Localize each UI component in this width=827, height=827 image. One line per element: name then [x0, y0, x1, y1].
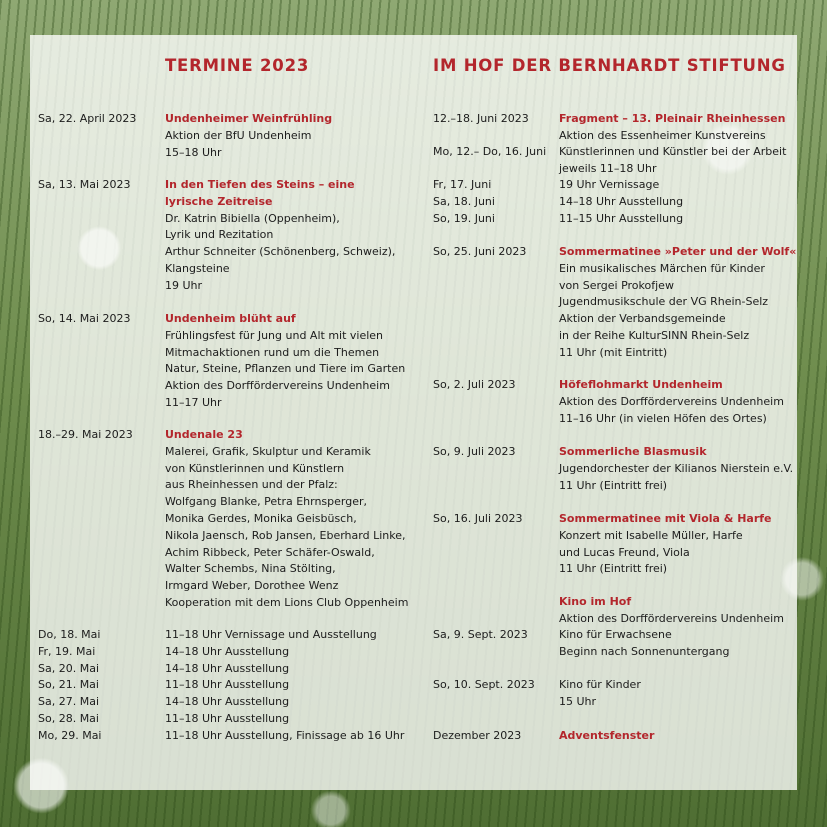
event-detail-line: Aktion des Dorffördervereins Undenheim: [559, 611, 784, 625]
event-detail-line: Aktion des Dorffördervereins Undenheim: [165, 379, 390, 393]
schedule-time: 11–18 Uhr Ausstellung, Finissage ab 16 Uhr: [165, 728, 405, 742]
event-date: So, 25. Juni 2023: [433, 245, 527, 258]
event-detail-line: 19 Uhr Vernissage: [559, 178, 660, 191]
event-detail-line: Konzert mit Isabelle Müller, Harfe: [559, 528, 743, 542]
event-detail-line: Beginn nach Sonnenuntergang: [559, 644, 730, 658]
event-detail-line: Malerei, Grafik, Skulptur und Keramik: [165, 444, 371, 458]
event-detail-line: 11 Uhr (Eintritt frei): [559, 562, 668, 576]
event-detail-line: Irmgard Weber, Dorothee Wenz: [165, 579, 339, 593]
event-detail-line: 11 Uhr (mit Eintritt): [559, 345, 668, 359]
event-detail-line: Mitmachaktionen rund um die Themen: [165, 345, 380, 359]
event-details: [165, 177, 415, 295]
event-date: Sa, 13. Mai 2023: [38, 178, 131, 191]
schedule-time: 14–18 Uhr Ausstellung: [165, 661, 290, 675]
event-date: So, 14. Mai 2023: [38, 312, 131, 325]
event-title: Undenheimer Weinfrühling: [165, 112, 333, 125]
event-details: [559, 177, 794, 194]
schedule-day: Do, 18. Mai: [38, 628, 101, 641]
event-detail-line: 11–17 Uhr: [165, 395, 222, 409]
heading-termine: TERMINE 2023: [165, 56, 310, 75]
event-title: Sommermatinee mit Viola & Harfe: [559, 512, 772, 525]
event-date: Sa, 9. Sept. 2023: [433, 628, 528, 641]
event-detail-line: Frühlingsfest für Jung und Alt mit vielen: [165, 328, 384, 342]
event-details: [559, 194, 794, 211]
schedule-day: So, 28. Mai: [38, 712, 99, 725]
event-details: [559, 244, 797, 362]
event-title: Kino im Hof: [559, 595, 632, 608]
event-detail-line: 11–15 Uhr Ausstellung: [559, 212, 684, 225]
schedule-time: 14–18 Uhr Ausstellung: [165, 644, 290, 658]
event-detail-line: in der Reihe KulturSINN Rhein-Selz: [559, 328, 750, 342]
event-detail-line: Achim Ribbeck, Peter Schäfer-Oswald,: [165, 545, 375, 559]
event-detail-line: Aktion der BfU Undenheim: [165, 128, 312, 142]
event-details: [559, 211, 794, 228]
event-detail-line: Aktion des Dorffördervereins Undenheim: [559, 394, 784, 408]
event-detail-line: 11–16 Uhr (in vielen Höfen des Ortes): [559, 411, 767, 425]
event-detail-line: Arthur Schneiter (Schönenberg, Schweiz),: [165, 245, 396, 259]
event-detail-line: Klangsteine: [165, 261, 230, 275]
event-detail-line: 14–18 Uhr Ausstellung: [559, 195, 684, 208]
event-title: Adventsfenster: [559, 729, 655, 742]
schedule-day: Sa, 27. Mai: [38, 695, 99, 709]
event-date: Sa, 22. April 2023: [38, 112, 137, 125]
event-detail-line: aus Rheinhessen und der Pfalz:: [165, 478, 338, 492]
event-date: So, 2. Juli 2023: [433, 378, 516, 391]
event-title: Fragment – 13. Pleinair Rheinhessen: [559, 112, 786, 125]
schedule-day: Mo, 29. Mai: [38, 728, 102, 742]
event-details: [559, 511, 794, 578]
event-details: [559, 677, 794, 711]
event-details: [559, 594, 794, 628]
schedule-time: 11–18 Uhr Vernissage und Ausstellung: [165, 628, 377, 641]
event-details: [165, 311, 415, 412]
event-detail-line: Aktion des Essenheimer Kunstvereins: [559, 128, 766, 142]
event-title: In den Tiefen des Steins – eine lyrische Zeitreise: [165, 178, 355, 208]
event-title: Höfeflohmarkt Undenheim: [559, 378, 723, 391]
event-detail-line: Aktion der Verbandsgemeinde: [559, 312, 726, 326]
event-date: So, 19. Juni: [433, 212, 495, 225]
event-detail-line: von Sergei Prokofjew: [559, 278, 674, 292]
event-date: Mo, 12.– Do, 16. Juni: [433, 145, 547, 158]
event-details: [559, 144, 794, 178]
event-detail-line: Wolfgang Blanke, Petra Ehrnsperger,: [165, 495, 368, 509]
event-details: [559, 377, 794, 427]
event-detail-line: Künstlerinnen und Künstler bei der Arbeit: [559, 145, 787, 158]
event-detail-line: Ein musikalisches Märchen für Kinder: [559, 261, 765, 275]
heading-bernhardt-stiftung: IM HOF DER BERNHARDT STIFTUNG: [433, 56, 786, 75]
event-title: Sommerliche Blasmusik: [559, 445, 707, 458]
event-detail-line: Walter Schembs, Nina Stölting,: [165, 562, 336, 576]
event-date: Dezember 2023: [433, 729, 522, 742]
schedule-day: Sa, 20. Mai: [38, 661, 99, 675]
event-details: [559, 444, 794, 494]
event-detail-line: Monika Gerdes, Monika Geisbüsch,: [165, 511, 357, 525]
event-title: Undenheim blüht auf: [165, 312, 296, 325]
event-details: [559, 111, 794, 145]
schedule-day: Fr, 19. Mai: [38, 644, 96, 658]
schedule-time: 11–18 Uhr Ausstellung: [165, 678, 290, 692]
event-detail-line: Jugendorchester der Kilianos Nierstein e.V.: [559, 461, 794, 475]
event-date: Fr, 17. Juni: [433, 178, 492, 191]
event-details: [559, 728, 794, 745]
event-detail-line: 15 Uhr: [559, 694, 597, 708]
event-detail-line: Kino für Erwachsene: [559, 628, 672, 641]
event-date: So, 16. Juli 2023: [433, 512, 523, 525]
event-detail-line: Lyrik und Rezitation: [165, 228, 274, 242]
event-detail-line: Jugendmusikschule der VG Rhein-Selz: [559, 295, 769, 309]
event-detail-line: von Künstlerinnen und Künstlern: [165, 461, 345, 475]
event-detail-line: 11 Uhr (Eintritt frei): [559, 478, 668, 492]
event-date: 12.–18. Juni 2023: [433, 112, 529, 125]
event-details: [559, 627, 794, 661]
event-detail-line: 15–18 Uhr: [165, 145, 222, 159]
event-detail-line: und Lucas Freund, Viola: [559, 545, 690, 559]
event-detail-line: Nikola Jaensch, Rob Jansen, Eberhard Linke,: [165, 528, 406, 542]
event-title: Sommermatinee »Peter und der Wolf«: [559, 245, 797, 258]
schedule-day: So, 21. Mai: [38, 678, 99, 692]
schedule-time: 11–18 Uhr Ausstellung: [165, 712, 290, 725]
event-date: So, 10. Sept. 2023: [433, 678, 535, 691]
event-date: Sa, 18. Juni: [433, 195, 495, 208]
event-detail-line: 19 Uhr: [165, 278, 203, 292]
event-date: So, 9. Juli 2023: [433, 445, 516, 458]
event-title: Undenale 23: [165, 428, 243, 441]
event-details: [165, 111, 415, 161]
event-detail-line: Kooperation mit dem Lions Club Oppenheim: [165, 595, 409, 609]
event-details: [165, 427, 415, 612]
event-date: 18.–29. Mai 2023: [38, 428, 133, 441]
event-detail-line: Natur, Steine, Pflanzen und Tiere im Garten: [165, 362, 406, 376]
event-detail-line: jeweils 11–18 Uhr: [559, 161, 657, 175]
event-detail-line: Kino für Kinder: [559, 678, 641, 691]
event-detail-line: Dr. Katrin Bibiella (Oppenheim),: [165, 211, 340, 225]
schedule-time: 14–18 Uhr Ausstellung: [165, 695, 290, 709]
